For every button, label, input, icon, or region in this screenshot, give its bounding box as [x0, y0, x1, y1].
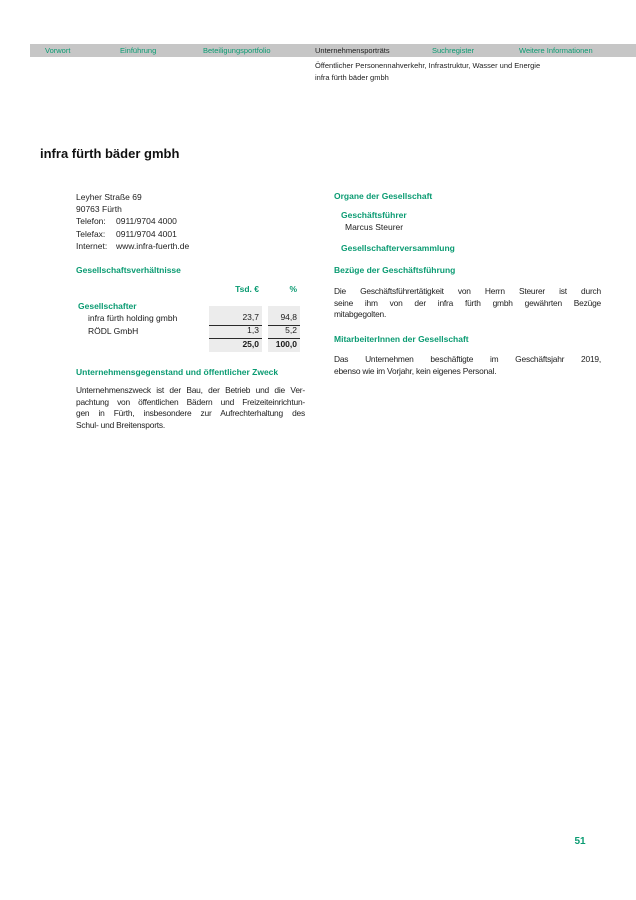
organs-section [334, 191, 455, 253]
column-header-percent: % [289, 284, 297, 294]
table-row [76, 326, 305, 339]
ownership-table-header [76, 284, 305, 296]
website-link[interactable]: www.infra-fuerth.de [116, 240, 190, 251]
total-tsd-value: 25,0 [209, 339, 262, 352]
employees-heading: MitarbeiterInnen der Gesellschaft [334, 334, 469, 344]
address-street: Leyher Straße 69 [76, 192, 142, 202]
organs-heading: Organe der Gesellschaft [334, 191, 433, 201]
nav-item-vorwort[interactable]: Vorwort [45, 46, 71, 55]
paragraph-line: gen in Fürth, insbesondere zur Aufrechterhaltung des [76, 408, 305, 419]
purpose-paragraph [76, 385, 305, 431]
breadcrumb-category: Öffentlicher Personennahverkehr, Infrastruktur, Wasser und Energie [315, 61, 541, 70]
paragraph-line: Die Geschäftsführertätigkeit von Herrn Steurer ist durch [334, 286, 601, 296]
address-fax-row [76, 228, 189, 240]
column-header-tsd-eur: Tsd. € [235, 284, 259, 294]
shareholder-pct-value: 5,2 [268, 326, 300, 339]
company-address [76, 191, 189, 252]
ownership-heading: Gesellschaftsverhältnisse [76, 265, 181, 275]
employees-section [334, 334, 601, 377]
page-title: infra fürth bäder gmbh [40, 146, 180, 161]
breadcrumb [315, 60, 540, 84]
nav-item-weitere-informationen[interactable]: Weitere Informationen [519, 46, 593, 55]
manager-name: Marcus Steurer [345, 221, 404, 232]
breadcrumb-company: infra fürth bäder gmbh [315, 73, 389, 82]
top-navigation-bar [30, 44, 636, 57]
shareholder-name: RÖDL GmbH [88, 326, 139, 336]
purpose-heading: Unternehmensgegenstand und öffentlicher Zweck [76, 367, 279, 377]
total-label-empty [76, 339, 209, 352]
nav-item-einfuehrung[interactable]: Einführung [120, 46, 157, 55]
paragraph-line: Das Unternehmen beschäftigte im Geschäftsjahr 2019, [334, 354, 601, 364]
purpose-section [76, 367, 305, 431]
paragraph-line: Unternehmenszweck ist der Bau, der Betrieb und die Ver- [76, 385, 305, 395]
shareholder-name: infra fürth holding gmbh [88, 313, 178, 323]
fax-value: 0911/9704 4001 [116, 228, 177, 239]
paragraph-line: pachtung von öffentlichen Bädern und Freizeiteinrichtun- [76, 396, 305, 407]
address-city: 90763 Fürth [76, 204, 122, 215]
assembly-label: Gesellschafterversammlung [341, 242, 455, 253]
fax-label: Telefax: [76, 228, 106, 239]
phone-label: Telefon: [76, 216, 106, 227]
nav-item-unternehmensportraets-active[interactable]: Unternehmensporträts [315, 46, 390, 55]
nav-item-suchregister[interactable]: Suchregister [432, 46, 475, 55]
paragraph-line: Schul- und Breitensports. [76, 419, 166, 430]
paragraph-line: seine ihm von der infra fürth gmbh gewährten Bezüge [334, 297, 601, 308]
phone-value: 0911/9704 4000 [116, 216, 177, 227]
table-row [76, 306, 305, 326]
total-pct-value: 100,0 [268, 339, 300, 352]
address-phone-row [76, 215, 189, 227]
table-total-row [76, 339, 305, 352]
paragraph-line: mitabgegolten. [334, 309, 387, 320]
shareholder-tsd-value: 23,7 [209, 306, 262, 326]
page-number: 51 [574, 836, 586, 847]
remuneration-heading: Bezüge der Geschäftsführung [334, 265, 456, 275]
manager-role-label: Geschäftsführer [341, 210, 407, 220]
shareholder-tsd-value: 1,3 [209, 326, 262, 339]
remuneration-section [334, 265, 601, 321]
shareholder-pct-value: 94,8 [268, 306, 300, 326]
ownership-table [76, 306, 305, 352]
address-internet-row [76, 240, 189, 252]
employees-paragraph [334, 354, 601, 377]
internet-label: Internet: [76, 240, 108, 251]
shareholders-group-label: Gesellschafter [78, 301, 137, 311]
remuneration-paragraph [334, 286, 601, 321]
nav-item-beteiligungsportfolio[interactable]: Beteiligungsportfolio [203, 46, 271, 55]
paragraph-line: ebenso wie im Vorjahr, kein eigenes Personal. [334, 365, 497, 376]
